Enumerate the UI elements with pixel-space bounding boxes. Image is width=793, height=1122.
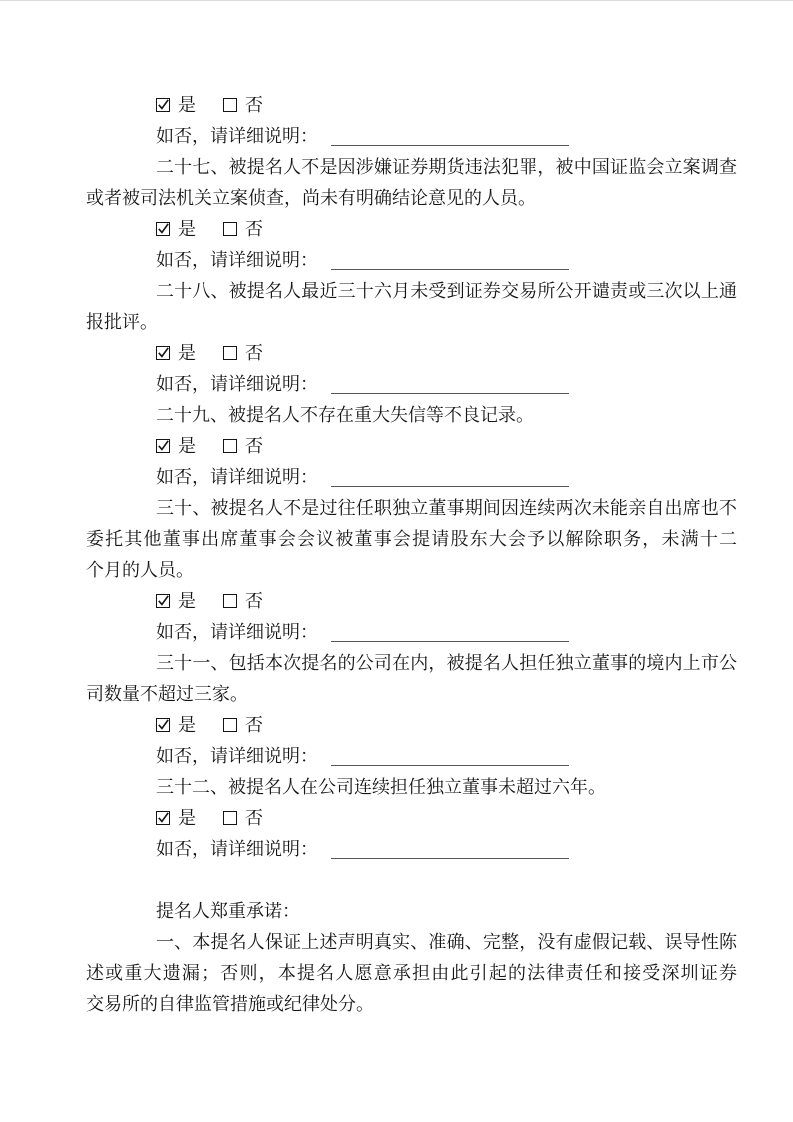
- no-checkbox[interactable]: [223, 222, 237, 236]
- yes-label: 是: [178, 808, 196, 828]
- detail-row: [86, 617, 737, 648]
- detail-row: [86, 121, 737, 152]
- clause-27-line-2: 或者被司法机关立案侦查，尚未有明确结论意见的人员。: [86, 188, 536, 208]
- no-label: 否: [245, 591, 263, 611]
- checkbox-row: [86, 431, 737, 462]
- no-checkbox[interactable]: [223, 718, 237, 732]
- checkmark-icon: [156, 345, 171, 360]
- yes-label: 是: [178, 591, 196, 611]
- checkbox-row: [86, 586, 737, 617]
- detail-prompt-label: 如否，请详细说明：: [156, 374, 318, 394]
- detail-prompt-label: 如否，请详细说明：: [156, 839, 318, 859]
- checkbox-row: [86, 710, 737, 741]
- checkmark-icon: [156, 221, 171, 236]
- clause-30-line-3: 个月的人员。: [86, 560, 194, 580]
- detail-prompt-label: 如否，请详细说明：: [156, 622, 318, 642]
- yes-checkbox[interactable]: [156, 439, 170, 453]
- detail-row: [86, 834, 737, 865]
- yes-checkbox[interactable]: [156, 222, 170, 236]
- no-label: 否: [245, 808, 263, 828]
- detail-blank-field[interactable]: [331, 469, 569, 487]
- detail-blank-field[interactable]: [331, 128, 569, 146]
- checkbox-row: [86, 803, 737, 834]
- clause-30-line-1: 三十、被提名人不是过往任职独立董事期间因连续两次未能亲自出席也不: [156, 498, 737, 518]
- no-checkbox[interactable]: [223, 346, 237, 360]
- no-label: 否: [245, 343, 263, 363]
- clause-31-line-2: 司数量不超过三家。: [86, 684, 248, 704]
- detail-blank-field[interactable]: [331, 252, 569, 270]
- no-label: 否: [245, 715, 263, 735]
- yes-checkbox[interactable]: [156, 811, 170, 825]
- yes-label: 是: [178, 343, 196, 363]
- checkmark-icon: [156, 438, 171, 453]
- detail-row: [86, 369, 737, 400]
- commitment-para-line-3: 交易所的自律监管措施或纪律处分。: [86, 994, 374, 1014]
- checkbox-row: [86, 90, 737, 121]
- detail-prompt-label: 如否，请详细说明：: [156, 250, 318, 270]
- clause-30-line-2: 委托其他董事出席董事会会议被董事会提请股东大会予以解除职务，未满十二: [86, 529, 737, 549]
- no-checkbox[interactable]: [223, 811, 237, 825]
- commitment-heading: 提名人郑重承诺：: [156, 901, 300, 921]
- yes-checkbox[interactable]: [156, 594, 170, 608]
- blank-spacer-line: [86, 865, 737, 896]
- yes-label: 是: [178, 715, 196, 735]
- yes-checkbox[interactable]: [156, 98, 170, 112]
- yes-checkbox[interactable]: [156, 718, 170, 732]
- detail-blank-field[interactable]: [331, 748, 569, 766]
- detail-row: [86, 245, 737, 276]
- yes-label: 是: [178, 95, 196, 115]
- detail-row: [86, 462, 737, 493]
- checkbox-row: [86, 338, 737, 369]
- clause-28-line-2: 报批评。: [86, 312, 158, 332]
- detail-blank-field[interactable]: [331, 841, 569, 859]
- yes-checkbox[interactable]: [156, 346, 170, 360]
- commitment-para-line-2: 述或重大遗漏；否则，本提名人愿意承担由此引起的法律责任和接受深圳证券: [86, 963, 737, 983]
- checkmark-icon: [156, 717, 171, 732]
- checkmark-icon: [156, 593, 171, 608]
- no-checkbox[interactable]: [223, 439, 237, 453]
- clause-28-line-1: 二十八、被提名人最近三十六月未受到证券交易所公开谴责或三次以上通: [156, 281, 737, 301]
- yes-label: 是: [178, 436, 196, 456]
- detail-blank-field[interactable]: [331, 376, 569, 394]
- yes-label: 是: [178, 219, 196, 239]
- clause-31-line-1: 三十一、包括本次提名的公司在内，被提名人担任独立董事的境内上市公: [156, 653, 737, 673]
- detail-prompt-label: 如否，请详细说明：: [156, 467, 318, 487]
- no-label: 否: [245, 436, 263, 456]
- checkbox-row: [86, 214, 737, 245]
- checkmark-icon: [156, 97, 171, 112]
- no-label: 否: [245, 219, 263, 239]
- checkmark-icon: [156, 810, 171, 825]
- detail-prompt-label: 如否，请详细说明：: [156, 746, 318, 766]
- detail-prompt-label: 如否，请详细说明：: [156, 126, 318, 146]
- detail-row: [86, 741, 737, 772]
- clause-29-line-1: 二十九、被提名人不存在重大失信等不良记录。: [156, 405, 534, 425]
- commitment-para-line-1: 一、本提名人保证上述声明真实、准确、完整，没有虚假记载、误导性陈: [156, 932, 737, 952]
- detail-blank-field[interactable]: [331, 624, 569, 642]
- no-label: 否: [245, 95, 263, 115]
- no-checkbox[interactable]: [223, 594, 237, 608]
- clause-32-line-1: 三十二、被提名人在公司连续担任独立董事未超过六年。: [156, 777, 606, 797]
- no-checkbox[interactable]: [223, 98, 237, 112]
- clause-27-line-1: 二十七、被提名人不是因涉嫌证券期货违法犯罪，被中国证监会立案调查: [156, 157, 737, 177]
